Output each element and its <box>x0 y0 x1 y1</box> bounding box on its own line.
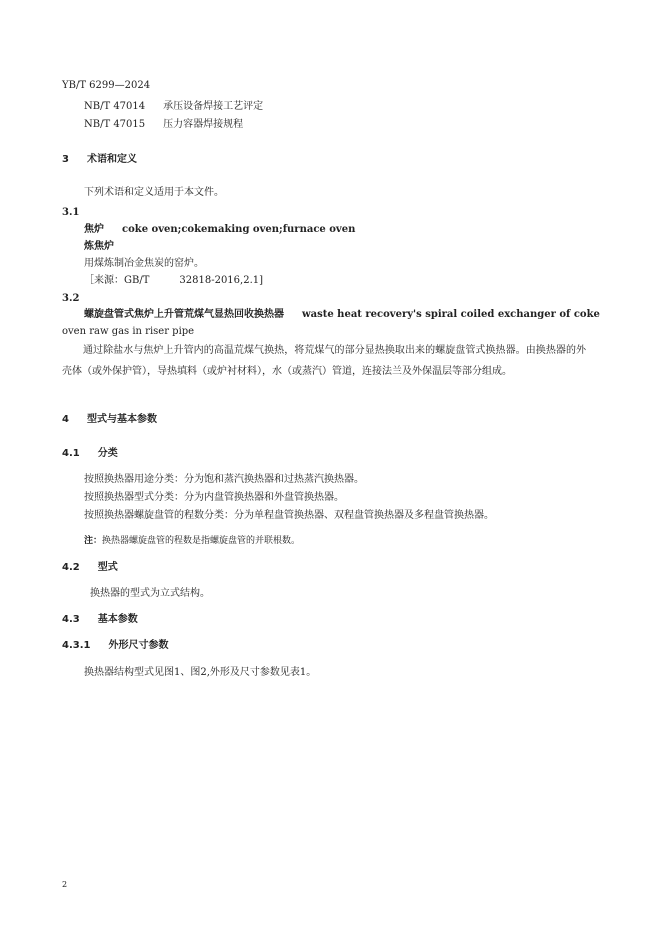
term-3-1-definition: 用煤炼制冶金焦炭的窑炉。 <box>84 258 204 269</box>
section-3-heading <box>62 153 137 167</box>
page-number: 2 <box>62 880 68 889</box>
section-number: 4.1 <box>62 448 80 459</box>
term-cn: 螺旋盘管式焦炉上升管荒煤气显热回收换热器 <box>84 309 284 320</box>
section-4-heading <box>62 413 157 427</box>
section-number: 4 <box>62 414 69 425</box>
reference-item <box>84 100 263 114</box>
reference-item <box>84 118 243 132</box>
section-title: 型式与基本参数 <box>86 414 157 425</box>
term-3-1-number: 3.1 <box>62 207 80 218</box>
term-3-2-definition: 通过除盐水与焦炉上升管内的高温荒煤气换热，将荒煤气的部分显热换取出来的螺旋盘管式换热器。由换热器的外壳体（或外保护管），导热填料（或炉衬材料），水（或蒸汽）管道，连接法兰及外保温层等部分组成。 <box>62 345 586 377</box>
source-ref: 32818-2016,2.1] <box>179 275 264 286</box>
term-3-2-title <box>84 308 600 322</box>
reference-title: 承压设备焊接工艺评定 <box>163 101 264 112</box>
classification-item: 按照换热器螺旋盘管的程数分类：分为单程盘管换热器、双程盘管换热器及多程盘管换热器。 <box>84 510 494 521</box>
section-title: 基本参数 <box>97 614 138 625</box>
section-4-3-1-heading <box>62 639 168 653</box>
term-cn: 焦炉 <box>84 224 104 235</box>
note <box>84 534 300 548</box>
standard-number: YB/T 6299—2024 <box>62 80 151 91</box>
section-number: 4.3.1 <box>62 640 91 651</box>
term-en: waste heat recovery's spiral coiled exchanger of coke <box>302 309 600 320</box>
section-title: 分类 <box>97 448 118 459</box>
section-4-2-text: 换热器的型式为立式结构。 <box>90 588 210 599</box>
section-4-3-1-text: 换热器结构型式见图1、图2,外形及尺寸参数见表1。 <box>84 667 317 678</box>
section-number: 3 <box>62 154 69 165</box>
term-3-1-title <box>84 223 355 237</box>
classification-item: 按照换热器用途分类：分为饱和蒸汽换热器和过热蒸汽换热器。 <box>84 474 364 485</box>
term-3-1-alt: 炼焦炉 <box>84 241 114 252</box>
note-label: 注： <box>84 536 103 546</box>
term-en: coke oven;cokemaking oven;furnace oven <box>122 224 356 235</box>
term-3-2-number: 3.2 <box>62 293 80 304</box>
reference-title: 压力容器焊接规程 <box>163 119 244 130</box>
term-3-2-title-cont: oven raw gas in riser pipe <box>62 326 195 337</box>
reference-code: NB/T 47015 <box>84 119 146 130</box>
section-title: 外形尺寸参数 <box>108 640 169 651</box>
section-3-intro: 下列术语和定义适用于本文件。 <box>84 187 224 198</box>
section-number: 4.3 <box>62 614 80 625</box>
source-prefix: ［来源：GB/T <box>84 275 150 286</box>
classification-item: 按照换热器型式分类：分为内盘管换热器和外盘管换热器。 <box>84 492 344 503</box>
note-text: 换热器螺旋盘管的程数是指螺旋盘管的并联根数。 <box>102 536 301 546</box>
section-title: 型式 <box>97 562 118 573</box>
section-4-1-heading <box>62 447 118 461</box>
section-4-3-heading <box>62 613 138 627</box>
section-4-2-heading <box>62 561 118 575</box>
section-title: 术语和定义 <box>86 154 137 165</box>
section-number: 4.2 <box>62 562 80 573</box>
reference-code: NB/T 47014 <box>84 101 146 112</box>
term-3-1-source <box>84 274 263 288</box>
